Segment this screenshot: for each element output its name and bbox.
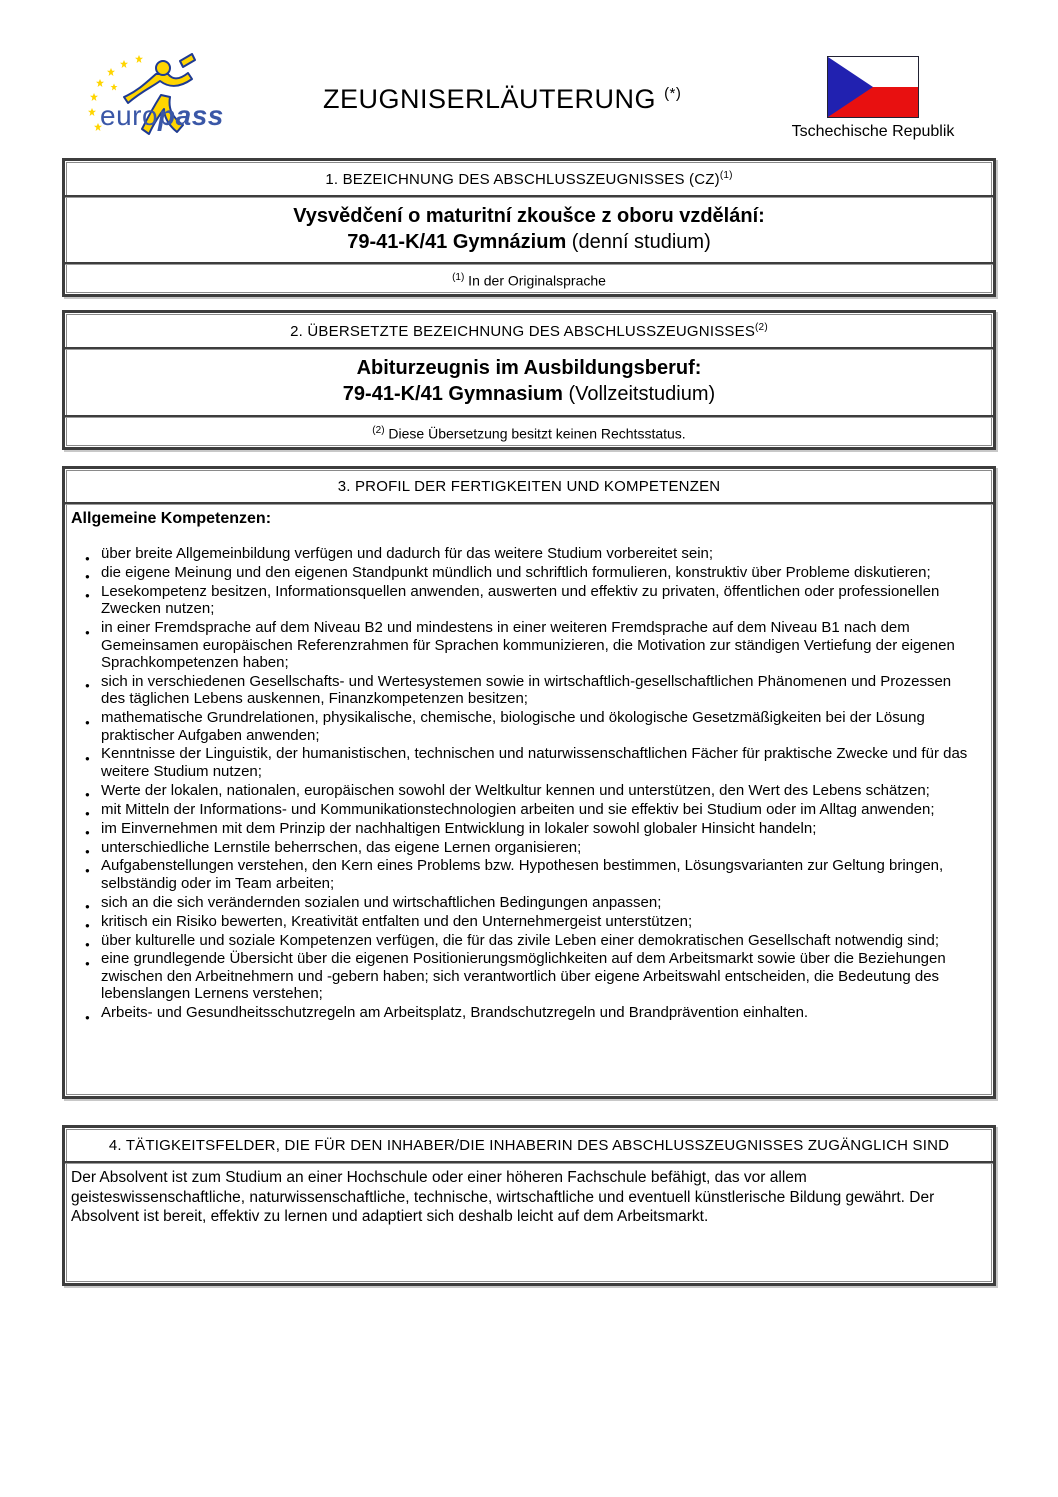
certificate-title-translated [65,349,993,407]
certificate-title-line2 [73,229,985,255]
section-2-footnote [65,415,993,447]
list-item: ● Arbeits- und Gesundheitsschutzregeln am Arbeitsplatz, Brandschutzregeln und Brandprävention einhalten. [85,1004,979,1021]
section-1-box [62,158,996,297]
section-4-heading: 4. TÄTIGKEITSFELDER, DIE FÜR DEN INHABER/DIE INHABERIN DES ABSCHLUSSZEUGNISSES ZUGÄNGLICH SIND [65,1128,993,1163]
list-item: ● Lesekompetenz besitzen, Informationsquellen anwenden, auswerten und effektiv zu privaten, öffentlichen oder professionellen Zwecken nutzen; [85,583,979,618]
section-4-box [62,1125,996,1286]
occupations-text: Der Absolvent ist zum Studium an einer Hochschule oder einer höheren Fachschule befähigt, das vor allem geisteswissenschaftliche, naturwissenschaftliche, technische, wirtschaftliche und eventuell künstlerische Bildung gewährt. Der Absolvent ist bereit, effektiv zu lernen und adaptiert sich deshalb leicht auf dem Arbeitsmarkt. [71,1169,935,1225]
footnote-2-mark: (2) [372,425,385,436]
section-1-heading-sup: (1) [719,170,733,181]
footnote-2-text: Diese Übersetzung besitzt keinen Rechtsstatus. [384,425,686,442]
certificate-title-original [65,197,993,255]
list-item: ● sich an die sich verändernden sozialen und wirtschaftlichen Bedingungen anpassen; [85,894,979,911]
competences-intro: Allgemeine Kompetenzen: [71,510,272,527]
section-2-box [62,310,996,450]
certificate-title-translated-line2 [73,381,985,407]
country-label: Tschechische Republik [791,123,955,140]
section-1-footnote [65,262,993,294]
list-item: ● eine grundlegende Übersicht über die eigenen Positionierungsmöglichkeiten auf dem Arbeitsmarkt sowie über die Beziehungen zwischen den Arbeitnehmern und -gebern haben; sich verantwortlich über eigene Arbeitswahl entscheiden, die Bedeutung des lebenslangen Lernens verstehen; [85,950,979,1002]
list-item: ● Werte der lokalen, nationalen, europäischen sowohl der Weltkultur kennen und unterstützen, den Wert des Lebens schätzen; [85,782,979,799]
list-item: ● über kulturelle und soziale Kompetenzen verfügen, die für das zivile Leben einer demokratischen Gesellschaft notwendig sind; [85,932,979,949]
logo-word-pass: pass [158,100,224,131]
list-item: ● kritisch ein Risiko bewerten, Kreativität entfalten und den Unternehmergeist unterstützen; [85,913,979,930]
logo-word-euro: euro [100,100,159,131]
page-title-footnote-mark: (*) [664,85,682,102]
section-2-heading-text: 2. ÜBERSETZTE BEZEICHNUNG DES ABSCHLUSSZEUGNISSES [290,323,756,340]
footnote-1-mark: (1) [452,272,465,283]
certificate-study-form: (denní studium) [566,231,711,253]
certificate-title-line1: Vysvědčení o maturitní zkoušce z oboru vzdělání: [293,205,765,227]
list-item: ● über breite Allgemeinbildung verfügen und dadurch für das weitere Studium vorbereitet sein; [85,545,979,562]
list-item: ● sich in verschiedenen Gesellschafts- und Wertesystemen sowie in wirtschaftlich-gesellschaftlichen Phänomenen und Prozessen des täglichen Lebens auskennen, Finanzkompetenzen besitzen; [85,673,979,708]
logo-wordmark [100,100,224,132]
page-title-text: ZEUGNISERLÄUTERUNG [323,84,657,114]
section-2-heading-sup: (2) [755,322,768,333]
list-item: ● die eigene Meinung und den eigenen Standpunkt mündlich und schriftlich formulieren, konstruktiv über Probleme diskutieren; [85,564,979,581]
certificate-code-translated: 79-41-K/41 Gymnasium [342,383,563,405]
list-item: ● mit Mitteln der Informations- und Kommunikationstechnologien arbeiten und sie effektiv bei Studium oder im Alltag anwenden; [85,801,979,818]
europass-logo [84,53,269,148]
certificate-code: 79-41-K/41 Gymnázium [347,231,567,253]
czech-flag-icon [827,56,919,118]
competences-list [71,545,979,1022]
section-1-heading-text: 1. BEZEICHNUNG DES ABSCHLUSSZEUGNISSES (CZ) [325,171,720,188]
page-title [323,84,681,115]
list-item: ● mathematische Grundrelationen, physikalische, chemische, biologische und ökologische Gesetzmäßigkeiten bei der Lösung praktischer Aufgaben anwenden; [85,709,979,744]
occupations-body [65,1163,993,1227]
list-item: ● unterschiedliche Lernstile beherrschen, das eigene Lernen organisieren; [85,839,979,856]
section-3-heading: 3. PROFIL DER FERTIGKEITEN UND KOMPETENZEN [65,469,993,504]
list-item: ● Aufgabenstellungen verstehen, den Kern eines Problems bzw. Hypothesen bestimmen, Lösungsvarianten zur Geltung bringen, selbständig oder im Team arbeiten; [85,857,979,892]
country-block [786,56,960,141]
list-item: ● im Einvernehmen mit dem Prinzip der nachhaltigen Entwicklung in lokaler sowohl globaler Hinsicht handeln; [85,820,979,837]
certificate-study-form-translated: (Vollzeitstudium) [562,383,716,405]
list-item: ● Kenntnisse der Linguistik, der humanistischen, technischen und naturwissenschaftlichen Fächer für praktische Zwecke und für das weitere Studium nutzen; [85,745,979,780]
section-2-heading [65,313,993,349]
section-3-box [62,466,996,1099]
competences-body [65,504,993,1022]
section-1-heading [65,161,993,197]
certificate-title-translated-line1: Abiturzeugnis im Ausbildungsberuf: [356,357,702,379]
list-item: ● in einer Fremdsprache auf dem Niveau B2 und mindestens in einer weiteren Fremdsprache auf dem Niveau B1 nach dem Gemeinsamen europäischen Referenzrahmen für Sprachen kommunizieren, die Motivation zur ständigen Vertiefung der eigenen Sprachkompetenzen haben; [85,619,979,671]
footnote-1-text: In der Originalsprache [464,272,606,289]
